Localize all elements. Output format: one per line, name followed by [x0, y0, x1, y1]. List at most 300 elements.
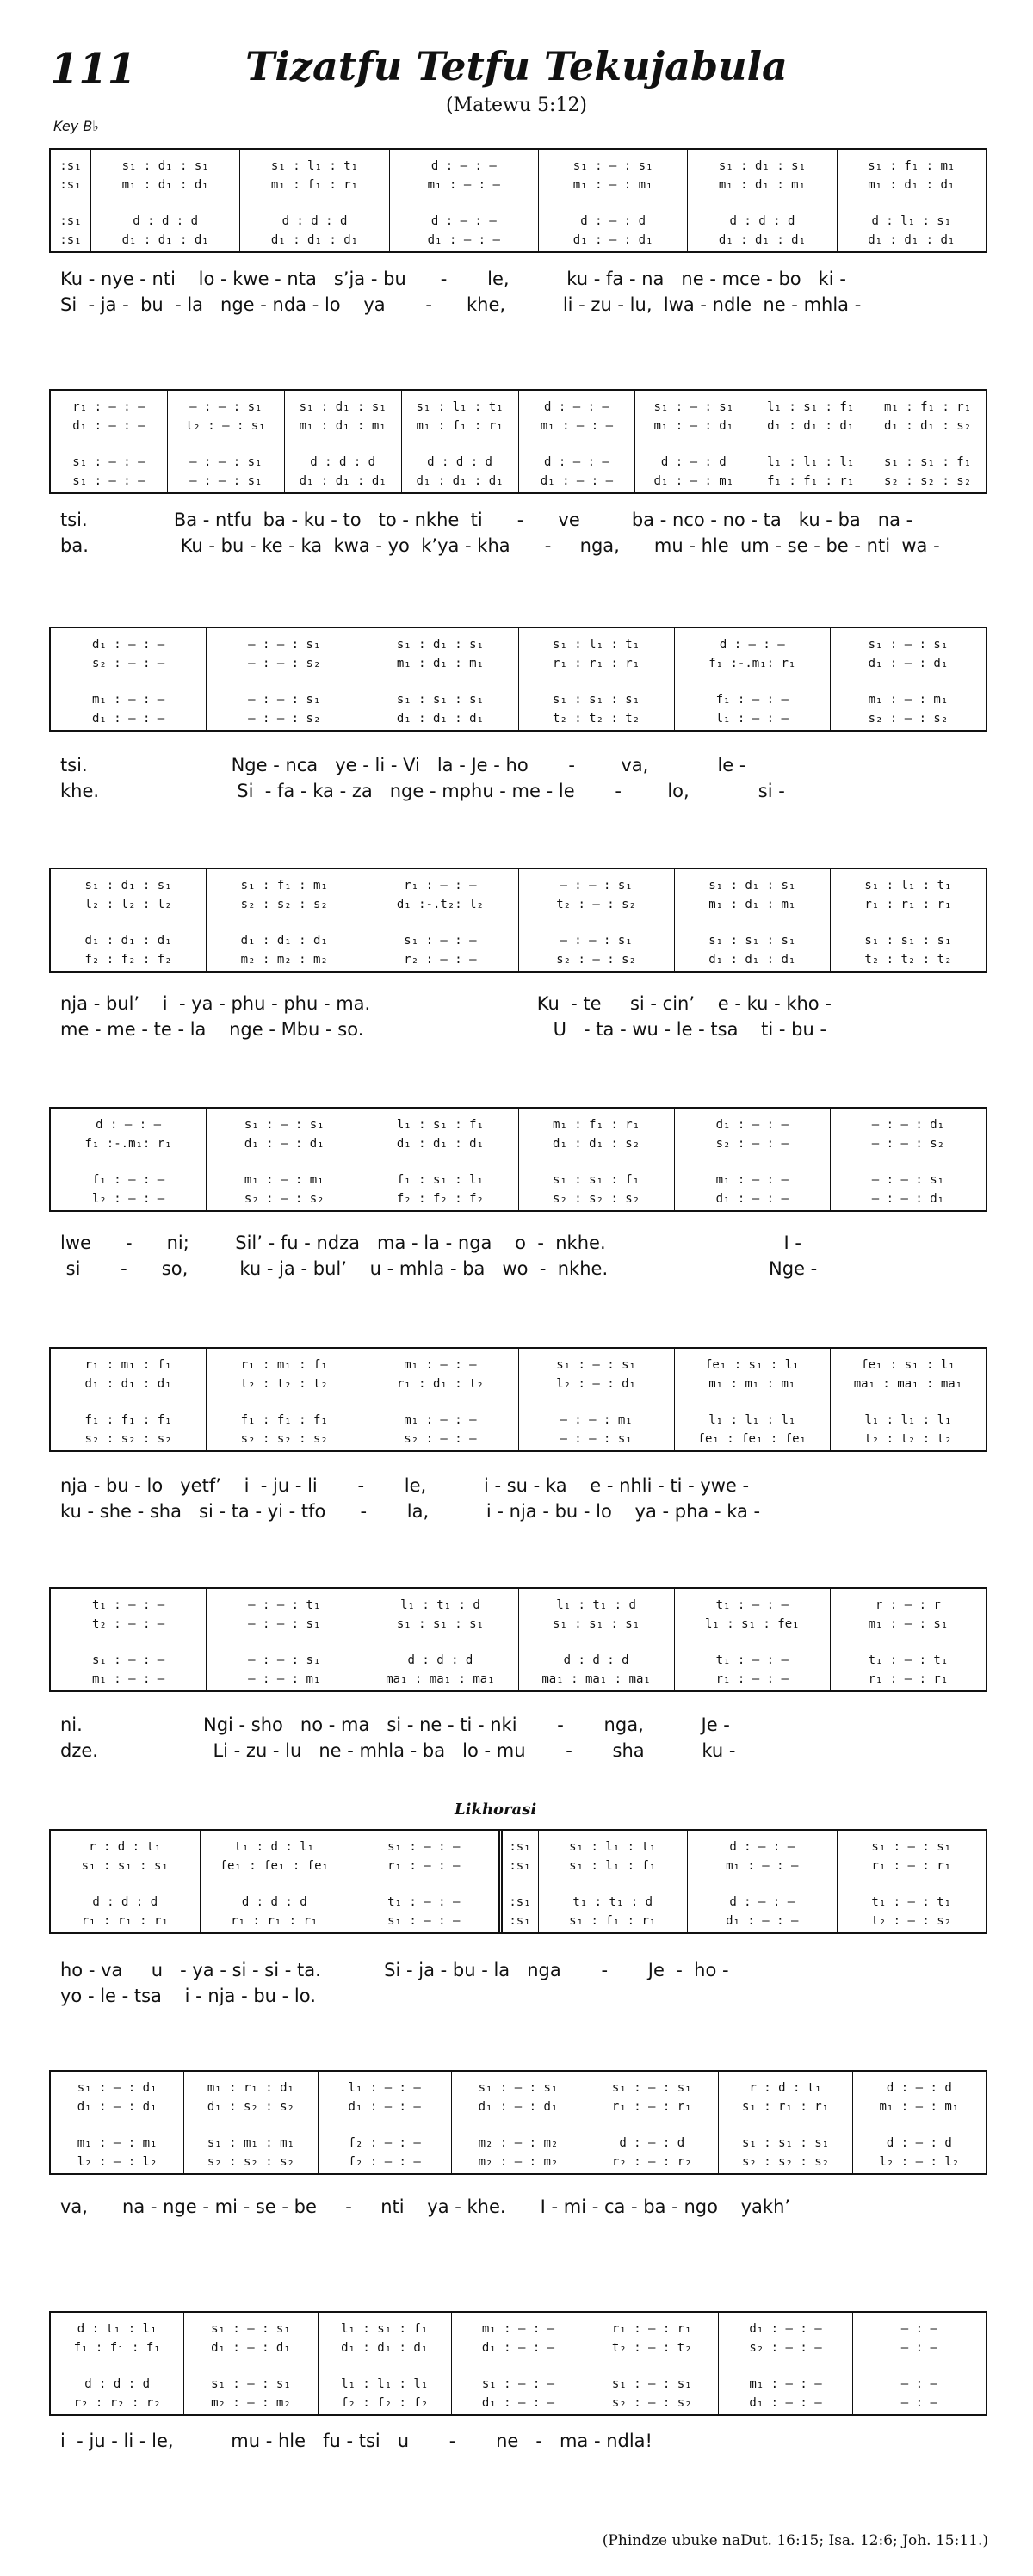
- voice-notes: — : — : s₂: [248, 657, 321, 670]
- voice-notes: m₂ : — : m₂: [211, 2396, 291, 2410]
- measure: [51, 2313, 183, 2414]
- measure: [538, 150, 687, 251]
- lyric-line: me - me - te - la nge - Mbu - so. U - ta - wu - le - tsa ti - bu -: [60, 1019, 827, 1040]
- voice-notes: m₁ : f₁ : r₁: [270, 178, 359, 192]
- voice-notes: — : — : s₁: [560, 1432, 633, 1446]
- voice-notes: d₁ : — : —: [715, 1192, 789, 1206]
- measure: [687, 150, 836, 251]
- music-system: [49, 868, 987, 973]
- voice-notes: d₁ : — : —: [481, 2396, 555, 2410]
- voice-notes: t₁ : — : t₁: [868, 1653, 949, 1667]
- voice-notes: s₁ : — : s₁: [611, 2081, 692, 2095]
- voice-notes: f₂ : f₂ : f₂: [341, 2396, 429, 2410]
- voice-notes: t₂ : t₂ : t₂: [864, 1432, 952, 1446]
- music-system: [49, 1829, 987, 1934]
- voice-notes: s₂ : s₂ : s₂: [741, 2155, 830, 2169]
- hymn-title: Tizatfu Tetfu Tekujabula: [245, 43, 788, 90]
- voice-notes: d : l₁ : s₁: [871, 214, 952, 228]
- voice-notes: d₁ : — : —: [749, 2396, 822, 2410]
- music-system: [49, 389, 987, 494]
- voice-notes: m₂ : — : m₂: [478, 2155, 559, 2169]
- voice-notes: d : — : —: [729, 1895, 795, 1909]
- music-system: [49, 627, 987, 732]
- voice-notes: r₁ : — : —: [387, 1859, 461, 1873]
- voice-notes: m₁ : — : m₁: [572, 178, 653, 192]
- voice-notes: s₁ : l₁ : t₁: [553, 638, 640, 652]
- voice-notes: s₂ : — : —: [749, 2341, 822, 2355]
- measure: [362, 628, 517, 730]
- measure: [837, 1831, 987, 1932]
- voice-notes: t₁ : — : —: [715, 1598, 789, 1612]
- voice-notes: d : — : —: [96, 1118, 162, 1132]
- measure: [830, 1589, 986, 1690]
- voice-notes: s₁ : — : —: [91, 1653, 165, 1667]
- voice-notes: s₁ : d₁ : s₁: [121, 159, 209, 173]
- voice-notes: — : —: [900, 2396, 937, 2410]
- voice-notes: :s₁: [509, 1914, 531, 1928]
- voice-notes: s₂ : — : —: [91, 657, 165, 670]
- voice-notes: s₁ : s₁ : s₁: [553, 693, 640, 707]
- voice-notes: m₁ : m₁ : m₁: [708, 1377, 796, 1391]
- voice-notes: s₁ : d₁ : s₁: [299, 400, 387, 414]
- measure: [51, 1831, 200, 1932]
- lyric-line: si - so, ku - ja - bul’ u - mhla - ba wo - nkhe. Nge -: [60, 1258, 818, 1279]
- voice-notes: l₂ : — : l₂: [77, 2155, 158, 2169]
- voice-notes: :s₁: [509, 1840, 531, 1854]
- voice-notes: s₁ : s₁ : s₁: [81, 1859, 169, 1873]
- measure: [830, 628, 986, 730]
- voice-notes: d₁ : d₁ : s₂: [553, 1137, 640, 1151]
- voice-notes: s₁ : — : s₁: [211, 2377, 291, 2391]
- voice-notes: s₁ : — : —: [72, 455, 145, 469]
- voice-notes: t₂ : — : s₁: [185, 419, 266, 433]
- voice-notes: :s₁: [509, 1859, 531, 1873]
- measure: [752, 391, 869, 492]
- voice-notes: f₁ : f₁ : f₁: [84, 1413, 172, 1427]
- voice-notes: — : — : s₁: [189, 455, 263, 469]
- voice-notes: f₁ : f₁ : f₁: [240, 1413, 328, 1427]
- voice-notes: s₂ : — : s₂: [556, 953, 636, 967]
- voice-notes: l₁ : s₁ : f₁: [341, 2322, 429, 2336]
- measure: [518, 1109, 674, 1210]
- measure: [869, 391, 986, 492]
- voice-notes: d₁ : — : d₁: [572, 233, 653, 247]
- voice-notes: t₁ : — : t₁: [871, 1895, 952, 1909]
- measure: [239, 150, 388, 251]
- voice-notes: d₁ : — : d₁: [244, 1137, 325, 1151]
- voice-notes: s₁ : — : s₁: [611, 2377, 692, 2391]
- voice-notes: r₁ : — : r₁: [868, 1672, 949, 1686]
- voice-notes: d₁ :-.t₂: l₂: [396, 898, 484, 911]
- measure: [318, 2313, 451, 2414]
- voice-notes: m₁ : — : —: [726, 1859, 799, 1873]
- voice-notes: l₂ : — : d₁: [556, 1377, 636, 1391]
- voice-notes: d₁ : — : d₁: [211, 2341, 291, 2355]
- voice-notes: t₁ : — : —: [715, 1653, 789, 1667]
- voice-notes: d : — : d: [619, 2136, 685, 2150]
- voice-notes: ma₁ : ma₁ : ma₁: [853, 1377, 963, 1391]
- voice-notes: :s₁: [59, 178, 82, 192]
- voice-notes: — : — : d₁: [871, 1192, 945, 1206]
- voice-notes: d : — : —: [544, 400, 609, 414]
- voice-notes: s₁ : s₁ : f₁: [553, 1173, 640, 1187]
- voice-notes: s₁ : s₁ : s₁: [553, 1617, 640, 1631]
- voice-notes: — : — : m₁: [248, 1672, 321, 1686]
- voice-notes: s₁ : f₁ : m₁: [240, 879, 328, 893]
- measure: [51, 391, 167, 492]
- voice-notes: m₁ : r₁ : d₁: [207, 2081, 294, 2095]
- voice-notes: f₁ : f₁ : f₁: [73, 2341, 161, 2355]
- voice-notes: s₂ : s₂ : s₂: [84, 1432, 172, 1446]
- voice-notes: d : t₁ : l₁: [77, 2322, 158, 2336]
- measure: [51, 1109, 206, 1210]
- voice-notes: f₁ :-.m₁: r₁: [84, 1137, 172, 1151]
- voice-notes: d : — : d: [580, 214, 646, 228]
- voice-notes: :s₁: [59, 214, 82, 228]
- voice-notes: s₁ : — : —: [387, 1840, 461, 1854]
- measure: [362, 869, 517, 971]
- voice-notes: t₂ : — : —: [91, 1617, 165, 1631]
- voice-notes: t₂ : t₂ : t₂: [553, 712, 640, 726]
- voice-notes: fe₁ : s₁ : l₁: [861, 1358, 956, 1372]
- voice-notes: — : — : t₁: [248, 1598, 321, 1612]
- voice-notes: s₂ : s₂ : s₂: [240, 1432, 328, 1446]
- voice-notes: — : — : m₁: [560, 1413, 633, 1427]
- lyric-line: lwe - ni; Sil’ - fu - ndza ma - la - nga o - nkhe. I -: [60, 1232, 801, 1253]
- voice-notes: s₂ : — : —: [404, 1432, 477, 1446]
- voice-notes: s₁ : l₁ : t₁: [270, 159, 359, 173]
- voice-notes: s₁ : — : s₁: [653, 400, 734, 414]
- voice-notes: l₁ : l₁ : l₁: [708, 1413, 796, 1427]
- lyric-line: khe. Si - fa - ka - za nge - mphu - me - le - lo, si -: [60, 781, 785, 801]
- measure: [206, 628, 362, 730]
- lyric-line: tsi. Ba - ntfu ba - ku - to to - nkhe ti - ve ba - nco - no - ta ku - ba na -: [60, 510, 913, 530]
- voice-notes: m₁ : — : m₁: [77, 2136, 158, 2150]
- voice-notes: d : d : d: [84, 2377, 151, 2391]
- voice-notes: s₁ : l₁ : t₁: [864, 879, 952, 893]
- voice-notes: r₁ : r₁ : r₁: [864, 898, 952, 911]
- lyric-line: ho - va u - ya - si - si - ta. Si - ja - bu - la nga - Je - ho -: [60, 1960, 729, 1980]
- voice-notes: m₁ : — : —: [749, 2377, 822, 2391]
- voice-notes: s₂ : — : s₂: [868, 712, 949, 726]
- voice-notes: r : d : t₁: [749, 2081, 822, 2095]
- voice-notes: d₁ : d₁ : d₁: [396, 1137, 484, 1151]
- lyric-line: dze. Li - zu - lu ne - mhla - ba lo - mu - sha ku -: [60, 1740, 736, 1761]
- lyric-line: i - ju - li - le, mu - hle fu - tsi u - ne - ma - ndla!: [60, 2431, 653, 2451]
- voice-notes: f₁ :-.m₁: r₁: [708, 657, 796, 670]
- measure: [585, 2313, 718, 2414]
- chorus-label: Likhorasi: [455, 1801, 537, 1819]
- voice-notes: f₂ : f₂ : f₂: [84, 953, 172, 967]
- voice-notes: s₂ : s₂ : s₂: [240, 898, 328, 911]
- lyric-line: Si - ja - bu - la nge - nda - lo ya - khe, li - zu - lu, lwa - ndle ne - mhla -: [60, 294, 862, 315]
- voice-notes: d : — : —: [430, 159, 497, 173]
- measure: [284, 391, 401, 492]
- measure: [51, 1349, 206, 1450]
- voice-notes: m₂ : — : m₂: [478, 2136, 559, 2150]
- voice-notes: s₂ : — : s₂: [611, 2396, 692, 2410]
- voice-notes: d₁ : — : —: [427, 233, 500, 247]
- measure: [585, 2072, 718, 2173]
- voice-notes: s₁ : — : s₁: [211, 2322, 291, 2336]
- voice-notes: s₁ : — : s₁: [478, 2081, 559, 2095]
- voice-notes: r₁ : r₁ : r₁: [553, 657, 640, 670]
- voice-notes: d₁ : — : d₁: [868, 657, 949, 670]
- voice-notes: d : — : —: [430, 214, 497, 228]
- voice-notes: — : —: [900, 2322, 937, 2336]
- voice-notes: d : — : —: [544, 455, 609, 469]
- voice-notes: m₂ : m₂ : m₂: [240, 953, 328, 967]
- measure: [362, 1589, 517, 1690]
- voice-notes: t₁ : d : l₁: [234, 1840, 315, 1854]
- voice-notes: m₁ : — : d₁: [653, 419, 734, 433]
- measure: [183, 2072, 317, 2173]
- voice-notes: d₁ : d₁ : d₁: [299, 474, 387, 488]
- voice-notes: — : — : s₁: [871, 1173, 945, 1187]
- voice-notes: d₁ : d₁ : d₁: [121, 233, 209, 247]
- music-system: [49, 148, 987, 253]
- music-system: [49, 1587, 987, 1692]
- voice-notes: d₁ : d₁ : d₁: [416, 474, 504, 488]
- hymn-number: 111: [50, 45, 137, 93]
- voice-notes: f₁ : f₁ : r₁: [767, 474, 855, 488]
- voice-notes: t₁ : — : —: [91, 1598, 165, 1612]
- measure: [90, 150, 239, 251]
- voice-notes: r₁ : d₁ : t₂: [396, 1377, 484, 1391]
- measure: [206, 1349, 362, 1450]
- voice-notes: s₂ : — : —: [715, 1137, 789, 1151]
- voice-notes: r₁ : — : —: [404, 879, 477, 893]
- voice-notes: s₁ : s₁ : s₁: [864, 934, 952, 948]
- measure: [206, 1589, 362, 1690]
- measure: [451, 2313, 585, 2414]
- measure: [362, 1349, 517, 1450]
- voice-notes: m₁ : — : —: [404, 1358, 477, 1372]
- lyric-line: nja - bul’ i - ya - phu - phu - ma. Ku - te si - cin’ e - ku - kho -: [60, 993, 832, 1014]
- voice-notes: s₁ : m₁ : m₁: [207, 2136, 294, 2150]
- voice-notes: d₁ : d₁ : d₁: [84, 934, 172, 948]
- voice-notes: s₁ : — : s₁: [556, 1358, 636, 1372]
- measure: [51, 1589, 206, 1690]
- voice-notes: m₁ : f₁ : r₁: [553, 1118, 640, 1132]
- voice-notes: l₁ : t₁ : d: [556, 1598, 636, 1612]
- voice-notes: d : — : d: [660, 455, 727, 469]
- voice-notes: d : — : —: [719, 638, 785, 652]
- voice-notes: s₁ : s₁ : s₁: [741, 2136, 830, 2150]
- voice-notes: d : — : d: [886, 2136, 952, 2150]
- voice-notes: m₁ : — : —: [481, 2322, 555, 2336]
- measure: [687, 1831, 837, 1932]
- voice-notes: d₁ : d₁ : s₂: [883, 419, 972, 433]
- voice-notes: d₁ : — : —: [540, 474, 614, 488]
- voice-notes: s₁ : — : s₁: [871, 1840, 952, 1854]
- voice-notes: l₁ : — : —: [348, 2081, 421, 2095]
- cross-reference-footer: (Phindze ubuke naDut. 16:15; Isa. 12:6; Joh. 15:11.): [602, 2532, 988, 2549]
- voice-notes: m₁ : f₁ : r₁: [883, 400, 972, 414]
- music-system: [49, 2070, 987, 2175]
- voice-notes: m₁ : d₁ : m₁: [708, 898, 796, 911]
- measure: [349, 1831, 498, 1932]
- measure: [200, 1831, 349, 1932]
- voice-notes: t₂ : t₂ : t₂: [864, 953, 952, 967]
- voice-notes: d₁ : d₁ : d₁: [718, 233, 807, 247]
- voice-notes: d₁ : — : —: [348, 2100, 421, 2114]
- measure: [718, 2072, 851, 2173]
- voice-notes: s₁ : — : s₁: [572, 159, 653, 173]
- voice-notes: t₁ : t₁ : d: [572, 1895, 653, 1909]
- lyric-line: va, na - nge - mi - se - be - nti ya - khe. I - mi - ca - ba - ngo yakh’: [60, 2196, 791, 2217]
- voice-notes: d₁ : d₁ : d₁: [868, 233, 956, 247]
- voice-notes: m₁ : d₁ : m₁: [299, 419, 387, 433]
- voice-notes: s₁ : — : —: [72, 474, 145, 488]
- voice-notes: r₁ : r₁ : r₁: [231, 1914, 319, 1928]
- voice-notes: d : d : d: [92, 1895, 158, 1909]
- music-system: [49, 1107, 987, 1212]
- voice-notes: s₁ : l₁ : f₁: [569, 1859, 657, 1873]
- voice-notes: r₁ : — : r₁: [611, 2100, 692, 2114]
- voice-notes: s₁ : d₁ : s₁: [84, 879, 172, 893]
- voice-notes: m₁ : — : —: [715, 1173, 789, 1187]
- voice-notes: d₁ : d₁ : d₁: [240, 934, 328, 948]
- measure: [830, 1349, 986, 1450]
- measure: [51, 869, 206, 971]
- voice-notes: :s₁: [59, 233, 82, 247]
- voice-notes: m₁ : d₁ : m₁: [718, 178, 807, 192]
- measure: [518, 1589, 674, 1690]
- voice-notes: l₂ : — : l₂: [879, 2155, 960, 2169]
- voice-notes: t₁ : — : —: [387, 1895, 461, 1909]
- voice-notes: d : d : d: [133, 214, 199, 228]
- voice-notes: m₁ : — : m₁: [244, 1173, 325, 1187]
- voice-notes: — : — : s₁: [248, 1617, 321, 1631]
- measure: [51, 628, 206, 730]
- voice-notes: l₁ : l₁ : l₁: [864, 1413, 952, 1427]
- music-system: [49, 2311, 987, 2416]
- voice-notes: r : d : t₁: [89, 1840, 162, 1854]
- voice-notes: r₁ : — : —: [72, 400, 145, 414]
- measure: [837, 150, 986, 251]
- voice-notes: f₁ : — : —: [715, 693, 789, 707]
- voice-notes: l₁ : l₁ : l₁: [341, 2377, 429, 2391]
- voice-notes: l₂ : l₂ : l₂: [84, 898, 172, 911]
- measure: [206, 869, 362, 971]
- voice-notes: m₁ : — : m₁: [879, 2100, 960, 2114]
- measure: [518, 628, 674, 730]
- voice-notes: d : — : —: [729, 1840, 795, 1854]
- voice-notes: — : — : s₁: [248, 1653, 321, 1667]
- measure: [852, 2313, 986, 2414]
- measure: [674, 1109, 830, 1210]
- voice-notes: d₁ : — : —: [481, 2341, 555, 2355]
- voice-notes: r₂ : — : —: [404, 953, 477, 967]
- voice-notes: l₁ : t₁ : d: [400, 1598, 480, 1612]
- voice-notes: f₁ : s₁ : l₁: [396, 1173, 484, 1187]
- voice-notes: d₁ : d₁ : d₁: [396, 712, 484, 726]
- voice-notes: — : — : d₁: [871, 1118, 945, 1132]
- voice-notes: d : d : d: [729, 214, 795, 228]
- measure: [674, 869, 830, 971]
- voice-notes: f₁ : — : —: [91, 1173, 165, 1187]
- lyric-line: ku - she - sha si - ta - yi - tfo - la, i - nja - bu - lo ya - pha - ka -: [60, 1501, 761, 1522]
- voice-notes: f₂ : — : —: [348, 2155, 421, 2169]
- measure: [51, 2072, 183, 2173]
- voice-notes: t₂ : — : s₂: [556, 898, 636, 911]
- voice-notes: m₁ : — : —: [540, 419, 614, 433]
- voice-notes: — : — : s₁: [248, 693, 321, 707]
- lyric-line: ba. Ku - bu - ke - ka kwa - yo k’ya - kha - nga, mu - hle um - se - be - nti wa -: [60, 535, 940, 556]
- voice-notes: — : — : s₂: [871, 1137, 945, 1151]
- voice-notes: t₂ : t₂ : t₂: [240, 1377, 328, 1391]
- voice-notes: s₂ : — : s₂: [244, 1192, 325, 1206]
- voice-notes: fe₁ : s₁ : l₁: [704, 1358, 800, 1372]
- lyric-line: yo - le - tsa i - nja - bu - lo.: [60, 1986, 316, 2006]
- voice-notes: d₁ : — : —: [72, 419, 145, 433]
- voice-notes: l₁ : l₁ : l₁: [767, 455, 855, 469]
- measure: [206, 1109, 362, 1210]
- voice-notes: d₁ : — : —: [749, 2322, 822, 2336]
- voice-notes: — : — : s₂: [248, 712, 321, 726]
- lyric-line: nja - bu - lo yetf’ i - ju - li - le, i - su - ka e - nhli - ti - ywe -: [60, 1475, 750, 1496]
- voice-notes: m₁ : — : —: [427, 178, 500, 192]
- voice-notes: s₁ : s₁ : f₁: [883, 455, 972, 469]
- voice-notes: d₁ : — : —: [91, 638, 165, 652]
- voice-notes: s₂ : s₂ : s₂: [207, 2155, 294, 2169]
- voice-notes: d₁ : d₁ : d₁: [84, 1377, 172, 1391]
- voice-notes: s₁ : d₁ : s₁: [718, 159, 807, 173]
- voice-notes: s₁ : s₁ : s₁: [396, 693, 484, 707]
- voice-notes: s₁ : — : —: [404, 934, 477, 948]
- voice-notes: — : — : s₁: [189, 474, 263, 488]
- lyric-line: ni. Ngi - sho no - ma si - ne - ti - nki - nga, Je -: [60, 1714, 730, 1735]
- voice-notes: fe₁ : fe₁ : fe₁: [697, 1432, 807, 1446]
- voice-notes: s₁ : — : s₁: [868, 638, 949, 652]
- voice-notes: d₁ : — : —: [726, 1914, 799, 1928]
- voice-notes: d : d : d: [563, 1653, 629, 1667]
- key-signature: Key B♭: [53, 118, 99, 134]
- measure: [852, 2072, 986, 2173]
- voice-notes: s₁ : d₁ : s₁: [708, 879, 796, 893]
- voice-notes: m₁ : — : —: [91, 693, 165, 707]
- measure: [167, 391, 284, 492]
- voice-notes: l₁ : s₁ : f₁: [396, 1118, 484, 1132]
- voice-notes: r : — : r: [875, 1598, 941, 1612]
- measure: [518, 869, 674, 971]
- voice-notes: s₁ : — : —: [481, 2377, 555, 2391]
- measure: [318, 2072, 451, 2173]
- voice-notes: l₁ : s₁ : f₁: [767, 400, 855, 414]
- voice-notes: — : — : s₁: [560, 934, 633, 948]
- measure: [498, 1831, 538, 1932]
- voice-notes: f₂ : f₂ : f₂: [396, 1192, 484, 1206]
- voice-notes: r₁ : m₁ : f₁: [84, 1358, 172, 1372]
- voice-notes: r₁ : — : r₁: [871, 1859, 952, 1873]
- measure: [451, 2072, 585, 2173]
- voice-notes: m₁ : d₁ : m₁: [396, 657, 484, 670]
- voice-notes: s₁ : f₁ : m₁: [868, 159, 956, 173]
- voice-notes: r₂ : — : r₂: [611, 2155, 692, 2169]
- voice-notes: d₁ : s₂ : s₂: [207, 2100, 294, 2114]
- voice-notes: — : — : s₁: [189, 400, 263, 414]
- voice-notes: m₁ : d₁ : d₁: [121, 178, 209, 192]
- measure: [830, 1109, 986, 1210]
- voice-notes: — : —: [900, 2377, 937, 2391]
- voice-notes: d₁ : — : —: [715, 1118, 789, 1132]
- measure: [718, 2313, 851, 2414]
- voice-notes: m₁ : f₁ : r₁: [416, 419, 504, 433]
- measure: [401, 391, 518, 492]
- voice-notes: :s₁: [509, 1895, 531, 1909]
- voice-notes: s₁ : s₁ : s₁: [396, 1617, 484, 1631]
